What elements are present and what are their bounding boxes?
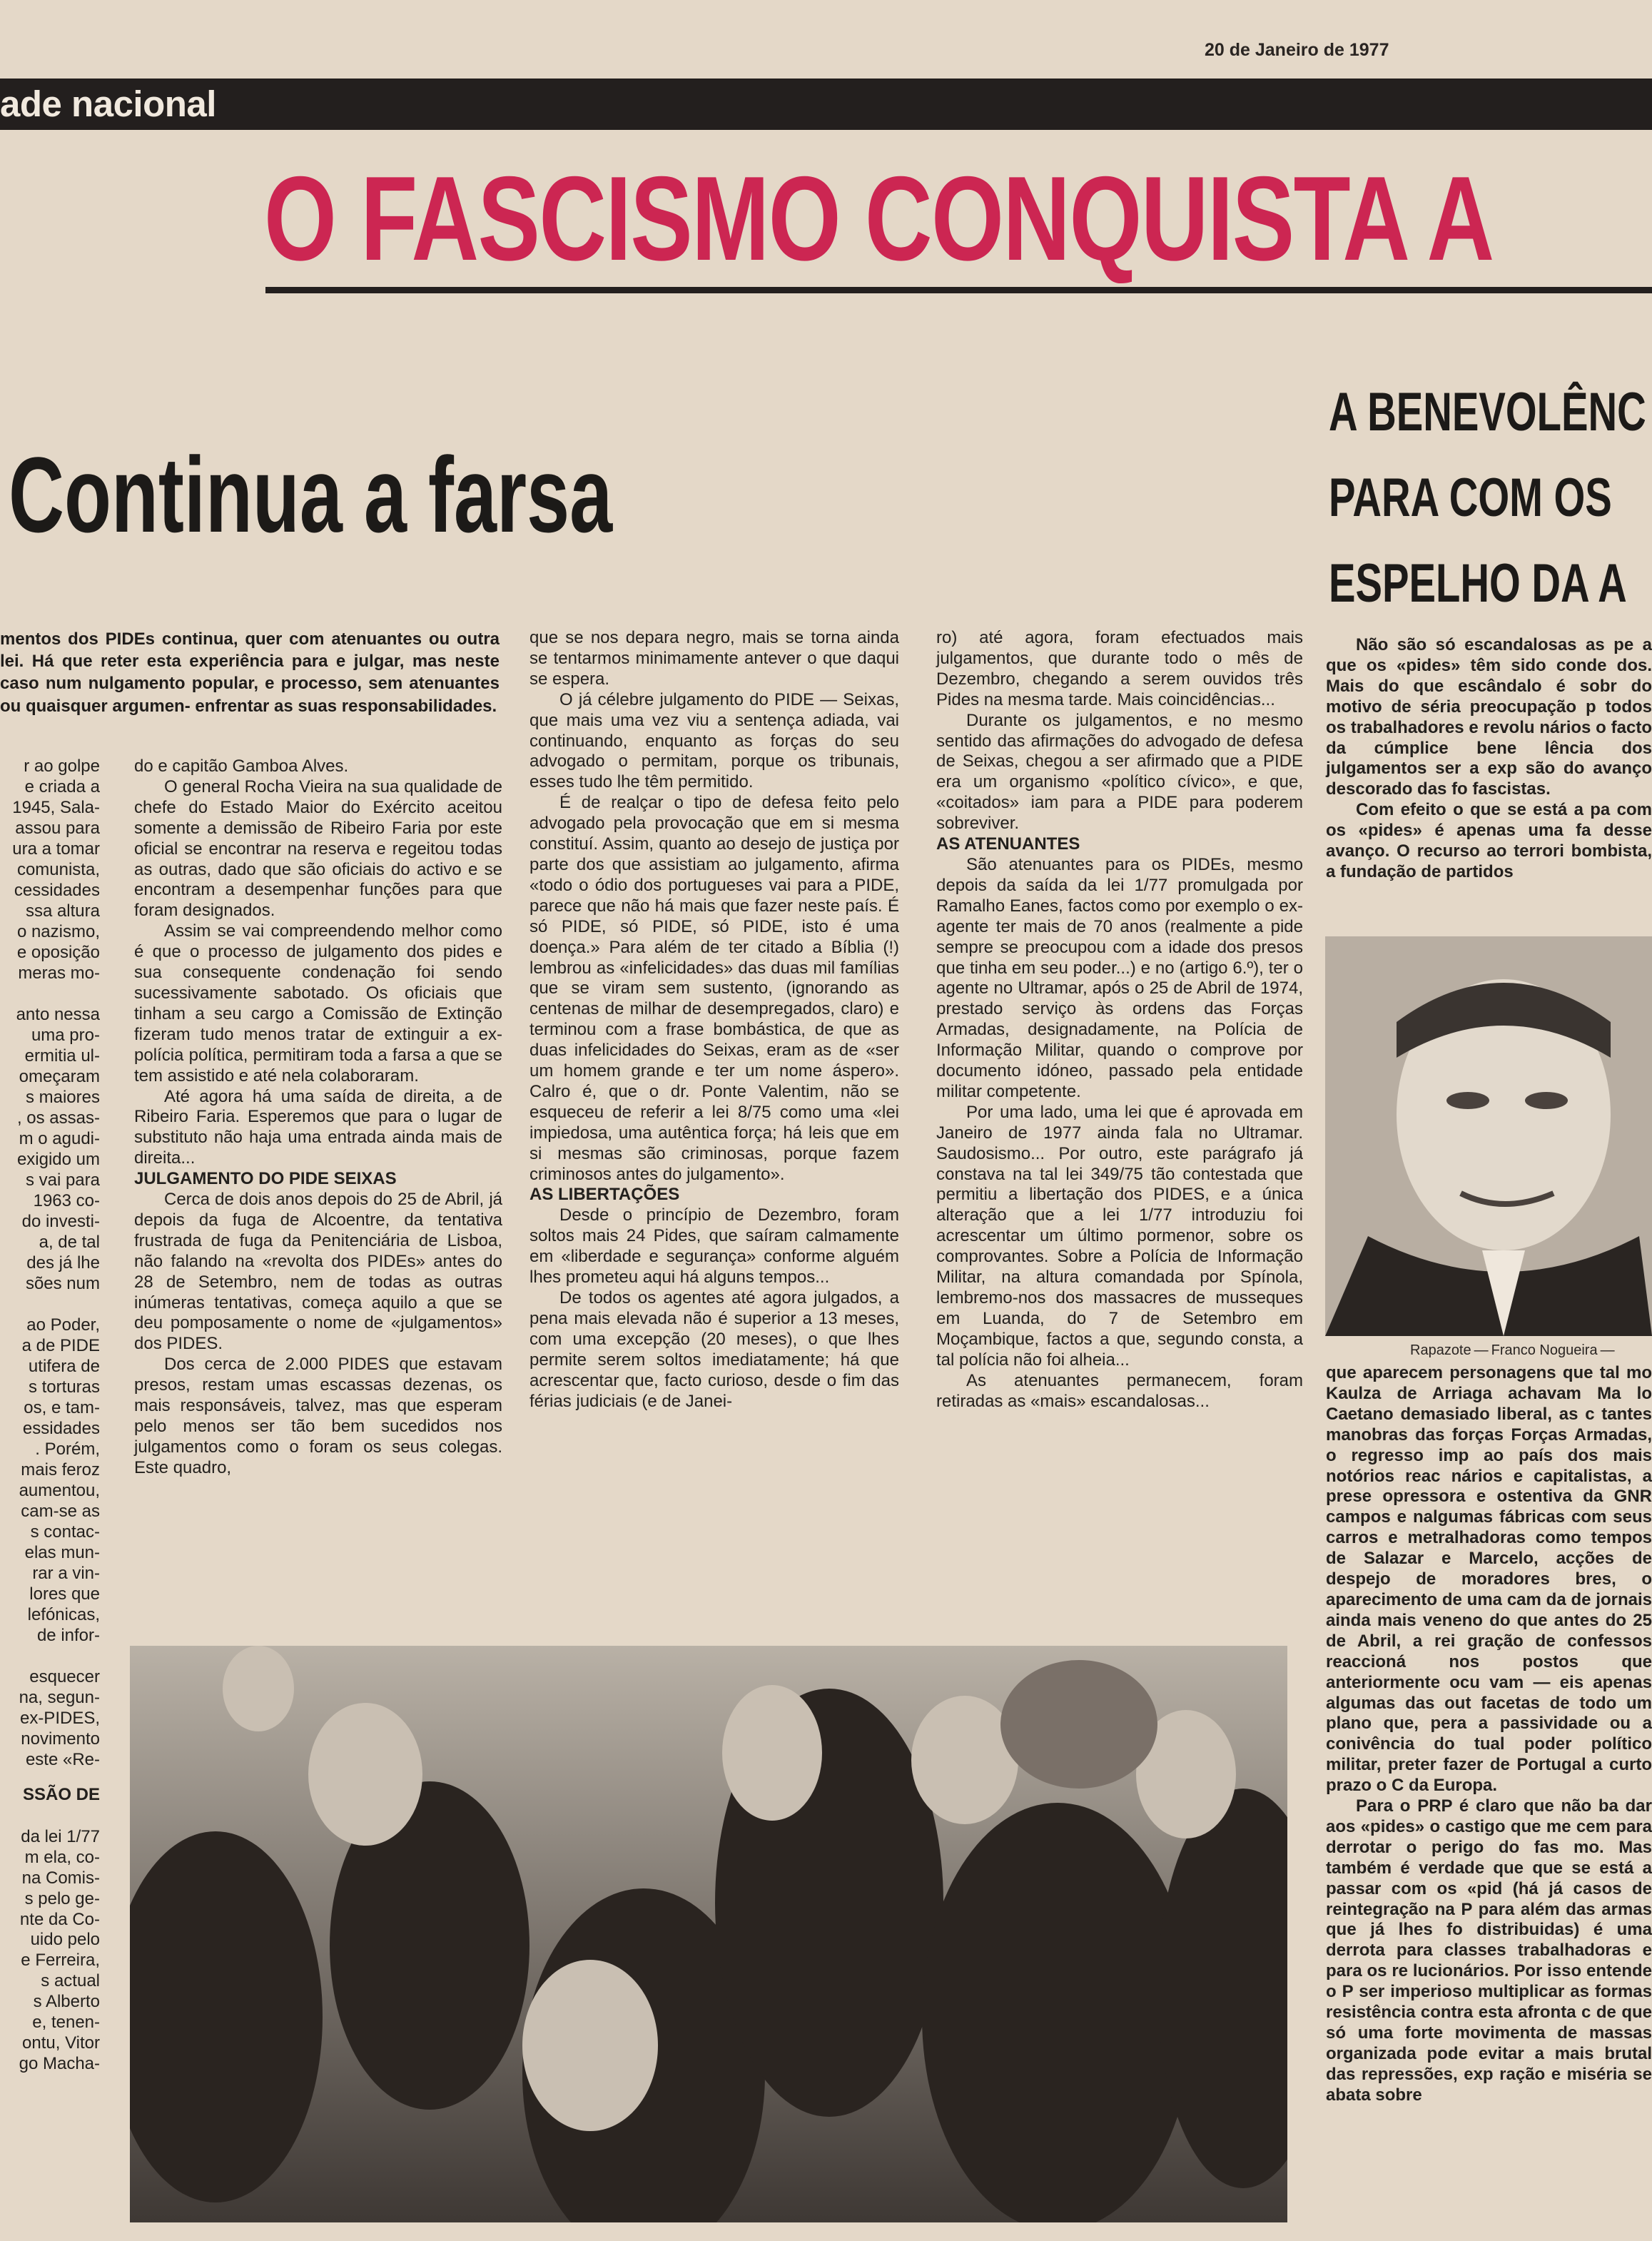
paragraph: que se nos depara negro, mais se torna ainda se tentarmos minimamente antever o que daqui se espera. [529, 628, 899, 689]
column-1-line: na Comis- [21, 1868, 100, 1888]
column-1-line: ermitia ul- [24, 1046, 100, 1066]
column-1-line: utifera de [28, 1357, 100, 1376]
column-1-line: a, de tal [39, 1233, 100, 1252]
column-1-line: na, segun- [19, 1688, 100, 1707]
column-1-line: s pelo ge- [24, 1888, 100, 1908]
issue-date: 20 de Janeiro de 1977 [1205, 40, 1389, 60]
column-1-line: essidades [22, 1419, 100, 1438]
column-1-line: s contac- [30, 1522, 100, 1542]
photo-caption: Rapazote — Franco Nogueira — [1410, 1342, 1615, 1358]
column-1-line: s torturas [28, 1377, 100, 1397]
section-bar [0, 79, 1652, 130]
column-1-line: mais feroz [21, 1460, 100, 1479]
column-1-line: s Alberto [33, 1992, 100, 2012]
paragraph: Não são só escandalosas as pe a que os «pides» têm sido conde dos. Mais do que escândalo é sobr do motivo de séria preocupação p todos os trabalhadores e revolu nários o facto da cúmplice bene lência dos julgamentos ser a exp são do avanço descorado das fo fascistas. [1326, 635, 1652, 799]
paragraph: O general Rocha Vieira na sua qualidade de chefe do Estado Maior do Exército aceitou somente a demissão de Ribeiro Faria por este oficial se encontrar na reserva e regeitou todas as outras, dado que são oficiais do activo e se encontram a desempenhar funções para que foram designados. [134, 776, 502, 921]
column-1-line: , os assas- [16, 1108, 100, 1128]
crowd-photo-art [130, 1646, 1287, 2222]
paragraph: Desde o princípio de Dezembro, foram soltos mais 24 Pides, que saíram calmamente em «liberdade e segurança» conforme alguém lhes prometeu aqui há alguns tempos... [529, 1205, 899, 1288]
column-1-line: 1945, Sala- [12, 798, 100, 817]
caption-name-1: Rapazote [1410, 1342, 1471, 1358]
column-1-line: uma pro- [31, 1026, 100, 1045]
column-1-line: lores que [29, 1584, 100, 1604]
paragraph: O já célebre julgamento do PIDE — Seixas, que mais uma vez viu a sentença adiada, vai continuando, enquanto as forças do seu advogado o permitam, porque os tribunais, esses tudo lhe têm permitido. [529, 689, 899, 792]
column-1-line: ex-PIDES, [19, 1709, 100, 1728]
crowd-photo [130, 1646, 1287, 2222]
subheading: SSÃO DE [22, 1785, 100, 1804]
column-1-line: e Ferreira, [21, 1951, 100, 1971]
section-label: ade nacional [0, 84, 216, 124]
column-1-line: ura a tomar [12, 839, 100, 859]
paragraph: que aparecem personagens que tal mo Kaulza de Arriaga achavam Ma lo Caetano demasiado liberal, as c tantes manobras das forças Forças Armadas, o regresso imp ao país dos mais notórios reac nários e capitalistas, a prese opressora e ostentiva da GNR campos e nalgumas fábricas com seus carros e metralhadoras como tempos de Salazar e Marcelo, acções de despejo de moradores bres, o aparecimento de uma cam da de jornais ainda mais veneno do que antes do 25 de Abril, a rei gração de confessos reaccioná nos postos que anteriormente ocu vam — eis apenas algumas das out facetas de todo um plano que, pera a passividade ou a conivência do tual poder político militar, preter fazer de Portugal a curto prazo o C da Europa. [1326, 1363, 1652, 1796]
article-intro: mentos dos PIDEs continua, quer com atenuantes ou outra lei. Há que reter esta experiência para e julgar, mas neste caso num nulgamento popular, e processo, sem atenuantes ou quaisquer argumen- enfrentar as suas responsabilidades. [0, 629, 500, 716]
paragraph: Até agora há uma saída de direita, a de Ribeiro Faria. Esperemos que para o lugar de substituto não haja uma entrada ainda mais de direita... [134, 1086, 502, 1168]
paragraph: De todos os agentes até agora julgados, a pena mais elevada não é superior a 13 meses, com uma excepção (20 meses), o que lhes permite serem soltos imediatamente; há que acrescentar que, facto curioso, desde o fim das férias judiciais (e de Janei- [529, 1288, 899, 1411]
column-1-line: omeçaram [19, 1067, 100, 1086]
column-1-line: 1963 co- [33, 1191, 100, 1210]
column-1-line: e criada a [24, 777, 100, 796]
column-1-line: s actual [41, 1971, 100, 1991]
column-1-line [0, 1646, 100, 1667]
column-1-line [0, 1295, 100, 1315]
column-1-line: o nazismo, [16, 922, 100, 941]
column-1-line: novimento [21, 1729, 100, 1749]
paragraph: Por uma lado, uma lei que é aprovada em Janeiro de 1977 ainda fala no Ultramar. Saudosismo... Por outro, este parágrafo já constava na tal lei 349/75 tão contestada que permitiu a libertação dos PIDES, e a única alteração que a lei 1/77 introduziu foi acrescentar um último pormenor, sobre os comprovantes. Sobre a Polícia de Informação Militar, na altura comandada por Spínola, lembremo-nos dos massacres de musseques em Luanda, do 7 de Setembro em Moçambique, factos a que, segundo consta, a tal polícia não foi alheia... [936, 1102, 1303, 1370]
right-title-line-3: ESPELHO DA A [1329, 553, 1627, 614]
column-1-line: ssa altura [25, 901, 100, 921]
column-1-line: . Porém, [35, 1440, 100, 1459]
column-1-line: anto nessa [16, 1005, 100, 1024]
column-1-line: ontu, Vitor [22, 2033, 100, 2053]
column-1-line: m ela, co- [24, 1847, 100, 1867]
column-1-line: lefónicas, [27, 1605, 100, 1624]
column-1-line: cam-se as [21, 1502, 100, 1521]
column-1-line: r ao golpe [24, 757, 100, 776]
column-1-line: meras mo- [18, 963, 100, 983]
right-title-line-1: A BENEVOLÊNC [1329, 382, 1646, 442]
paragraph: Dos cerca de 2.000 PIDES que estavam presos, restam umas escassas dezenas, os mais responsáveis, talvez, mas que esperam pelo menos ser tão bem sucedidos nos julgamentos como o foram os seus colegas. Este quadro, [134, 1355, 502, 1477]
paragraph: Durante os julgamentos, e no mesmo sentido das afirmações do advogado de defesa de Seixas, chegou a ser afirmado que a PIDE era um organismo «político cívico», e que, «coitados» iam para a PIDE para poderem sobreviver. [936, 710, 1303, 834]
paragraph: As atenuantes permanecem, foram retiradas as «mais» escandalosas... [936, 1370, 1303, 1411]
column-2 [134, 757, 502, 1479]
column-1-line: assou para [15, 819, 100, 838]
column-4 [936, 628, 1303, 1412]
column-1-line: nte da Co- [19, 1909, 100, 1929]
column-1-line: da lei 1/77 [21, 1826, 100, 1846]
paragraph: ro) até agora, foram efectuados mais julgamentos, que durante todo o mês de Dezembro, chegando a serem ouvidos três Pides na mesma tarde. Mais coincidências... [936, 628, 1303, 709]
column-1-line: s vai para [25, 1170, 100, 1190]
column-1-line: exigido um [16, 1150, 100, 1169]
column-1-line: esquecer [29, 1667, 100, 1686]
column-1-line: aumentou, [19, 1481, 100, 1500]
column-1-line [0, 984, 100, 1005]
column-1-line: s maiores [25, 1088, 100, 1107]
column-1-line: rar a vin- [32, 1564, 100, 1583]
column-1-line: os, e tam- [24, 1398, 100, 1417]
article-title: Continua a farsa [9, 435, 613, 555]
portrait-photo [1325, 936, 1652, 1336]
subheading: JULGAMENTO DO PIDE SEIXAS [134, 1169, 397, 1189]
right-column-top [1326, 635, 1652, 883]
column-1-line: go Macha- [19, 2053, 100, 2073]
right-title-line-2: PARA COM OS [1329, 467, 1612, 528]
paragraph: do e capitão Gamboa Alves. [134, 757, 349, 776]
subheading: AS LIBERTAÇÕES [529, 1185, 680, 1205]
paragraph: São atenuantes para os PIDEs, mesmo depois da saída da lei 1/77 promulgada por Ramalho Eanes, factos como por exemplo o ex-agente ter mais de 70 anos (realmente a pide sempre se preocupou com a idade dos presos que tinha em seu poder...) e no (artigo 6.º), ter o agente no Ultramar, após o 25 de Abril de 1974, prestado serviço às ordens das Forças Armadas, designadamente, na Polícia de Informação Militar, quando o comprove por documento idóneo, passado pela entidade militar competente. [936, 854, 1303, 1101]
right-column-bottom [1326, 1363, 1652, 2106]
column-1-line: este «Re- [25, 1750, 100, 1769]
column-1-line: e, tenen- [32, 2013, 100, 2033]
paragraph: Assim se vai compreendendo melhor como é que o processo de julgamento dos pides e sua consequente condenação foi sendo sucessivamente sabotado. Os oficiais que tinham a seu cargo a Comissão de Extinção fizeram tudo menos tratar de extinguir a ex-polícia política, permitiram toda a farsa a que se tem assistido e até nela colaboraram. [134, 921, 502, 1086]
column-1-line: cessidades [14, 881, 100, 900]
headline-rule [265, 287, 1652, 293]
paragraph: É de realçar o tipo de defesa feito pelo advogado pela provocação que em si mesma constituí. Assim, quanto ao desejo de justiça por parte dos que assistiam ao julgamento, afirma «todo o ódio dos portugueses vai para a PIDE, parece que não há mais que fazer neste país. É só PIDE, só PIDE, só PIDE, isto é uma doença.» Para além de ter citado a Bíblia (!) lembrou as «infelicidades» das duas mil famílias que se viram sem sustento, (ignorando as centenas de milhar de desempregados, claro) e terminou com a frase bombástica, de que as duas infelicidades do Seixas, eram as de «ser um homem grande e ter um nome áspero». Calro é, que o dr. Ponte Valentim, não se esqueceu de referir a lei 8/75 como uma «lei impiedosa, uma autêntica força; há leis que em si mesmas são criminosas, porque fazem criminosos antes do julgamento». [529, 793, 899, 1184]
column-1-line: comunista, [16, 860, 100, 879]
column-1 [0, 757, 100, 2075]
paragraph: Cerca de dois anos depois do 25 de Abril, já depois da fuga de Alcoentre, da tentativa frustrada de fuga da Penitenciária de Lisboa, não falando na «revolta dos PIDEs» antes do 28 de Setembro, nem de todas as outras inúmeras tentativas, começa aquilo a que se deu pomposamente o nome de «julgamentos» dos PIDES. [134, 1190, 502, 1354]
column-1-line: de infor- [36, 1626, 100, 1645]
column-1-line: elas mun- [24, 1543, 100, 1562]
column-1-line: do investi- [21, 1212, 100, 1231]
paragraph: Com efeito o que se está a pa com os «pides» é apenas uma fa desse avanço. O recurso ao terrori bombista, a fundação de partidos [1326, 800, 1652, 881]
column-1-line: a de PIDE [21, 1336, 100, 1355]
column-1-line: m o agudi- [19, 1129, 100, 1148]
column-1-line: e oposição [16, 943, 100, 962]
caption-name-2: Franco Nogueira [1491, 1342, 1598, 1358]
paragraph: Para o PRP é claro que não ba dar aos «pides» o castigo que me cem para derrotar o perigo do fas mo. Mas também é verdade que que se está a passar com os «pid (há já casos de reintegração na P para além das armas que já lhes fo distribuidas) é uma derrota para classes trabalhadoras e para os re lucionários. Por isso entende o P ser imperioso multiplicar as formas resistência contra esta afronta c de que só uma forte movimenta de massas organizada pode evitar a mais brutal das repressões, exp ração e miséria se abata sobre [1326, 1796, 1652, 2105]
column-3 [529, 628, 899, 1412]
portrait-art [1325, 936, 1652, 1336]
subheading: AS ATENUANTES [936, 834, 1080, 854]
column-1-line: uido pelo [30, 1930, 100, 1950]
column-1-line: ao Poder, [26, 1315, 100, 1335]
column-1-line: sões num [25, 1274, 100, 1293]
column-1-line: des já lhe [26, 1253, 100, 1273]
page-headline: O FASCISMO CONQUISTA A [264, 151, 1494, 285]
